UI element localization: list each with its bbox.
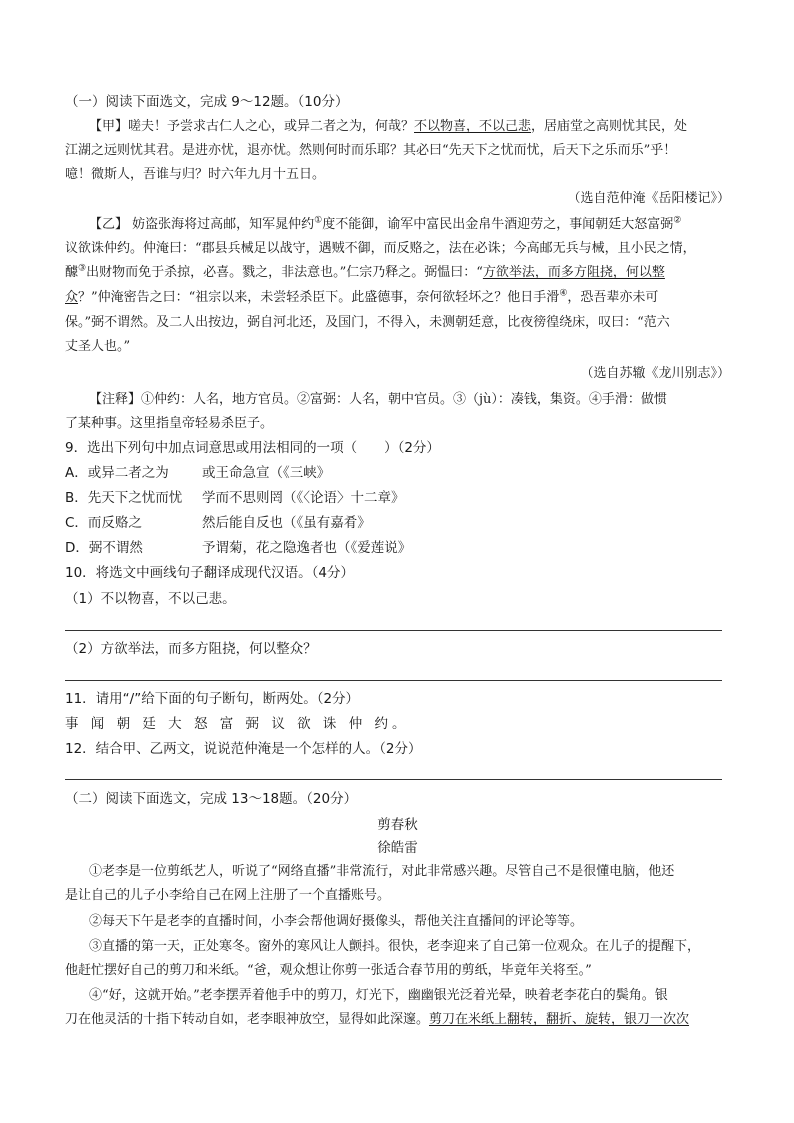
question-12-stem: 12．结合甲、乙两文，说说范仲淹是一个怎样的人。（2分） (65, 741, 422, 757)
question-9-option-c: C．而反赂之 然后能自反也（《虽有嘉肴》 (65, 515, 371, 531)
jia-line-2: 江湖之远则忧其君。是进亦忧，退亦忧。然则何时而乐耶？其必曰“先天下之忧而忧，后天下之乐而乐”乎！ (65, 143, 677, 158)
yi-source: （选自苏辙《龙川别志》） (580, 366, 730, 381)
answer-line-12[interactable] (65, 779, 722, 780)
story-title: 剪春秋 (377, 817, 418, 833)
question-10-sub-2: （2）方欲举法，而多方阻挠，何以整众？ (65, 641, 317, 657)
jia-line-1: 【甲】嗟夫！予尝求古仁人之心，或异二者之为，何哉？不以物喜，不以己悲，居庙堂之高则忧其民，处 (89, 119, 688, 134)
section-2-heading: （二）阅读下面选文，完成 13～18题。（20分） (65, 791, 358, 807)
story-paragraph-1-line-2: 是让自己的儿子小李给自己在网上注册了一个直播账号。 (65, 888, 391, 903)
question-11-sentence: 事 闻 朝 廷 大 怒 富 弼 议 欲 诛 仲 约。 (65, 716, 410, 732)
underlined-sentence-3: 剪刀在米纸上翻转，翻折、旋转，银刀一次次 (429, 1012, 690, 1027)
yi-line-4: 众？”仲淹密告之曰：“祖宗以来，未尝轻杀臣下。此盛德事，奈何欲轻坏之？他日手滑④，恐吾辈亦未可 (65, 288, 659, 305)
question-11-stem: 11．请用“/”给下面的句子断句，断两处。（2分） (65, 691, 360, 707)
section-1-heading: （一）阅读下面选文，完成 9～12题。（10分） (65, 94, 349, 110)
notes-line-1: 【注释】①仲约：人名，地方官员。②富弼：人名，朝中官员。③（jù）：凑钱，集资。④手滑：做惯 (89, 392, 667, 407)
underlined-sentence-1: 不以物喜，不以己悲 (414, 119, 532, 134)
yi-line-2: 议欲诛仲约。仲淹曰：“郡县兵械足以战守，遇贼不御，而反赂之，法在必诛；今高邮无兵与械，且小民之情， (65, 241, 696, 256)
answer-line-10-1[interactable] (65, 630, 722, 631)
jia-line-3: 噫！微斯人，吾谁与归？时六年九月十五日。 (65, 167, 326, 182)
yi-line-5: 保。”弼不谓然。及二人出按边，弼自河北还，及国门，不得入，未测朝廷意，比夜徬徨绕床，叹曰：“范六 (65, 315, 670, 330)
answer-line-10-2[interactable] (65, 680, 722, 681)
story-paragraph-4-line-2: 刀在他灵活的十指下转动自如，老李眼神放空，显得如此深邃。剪刀在米纸上翻转，翻折、旋转，银刀一次次 (65, 1012, 690, 1027)
story-paragraph-3-line-1: ③直播的第一天，正处寒冬。窗外的寒风让人颤抖。很快，老李迎来了自己第一位观众。在儿子的提醒下， (89, 939, 701, 954)
yi-line-3: 醵③出财物而免于杀掠，必喜。戮之，非法意也。”仁宗乃释之。弼愠曰：“方欲举法，而多方阻挠，何以整 (65, 263, 665, 280)
notes-line-2: 了某种事。这里指皇帝轻易杀臣子。 (65, 416, 274, 431)
question-9-option-d: D．弼不谓然 予谓菊，花之隐逸者也（《爱莲说》 (65, 540, 412, 556)
yi-line-1: 【乙】 妨盗张海将过高邮，知军晁仲约①度不能御，谕军中富民出金帛牛酒迎劳之，事闻朝廷大怒富弼② (89, 215, 682, 232)
story-paragraph-1-line-1: ①老李是一位剪纸艺人，听说了“网络直播”非常流行，对此非常感兴趣。尽管自己不是很懂电脑，他还 (89, 864, 675, 879)
question-10-sub-1: （1）不以物喜，不以己悲。 (65, 591, 236, 607)
jia-source: （选自范仲淹《岳阳楼记》） (567, 191, 730, 206)
story-author: 徐皓雷 (377, 840, 418, 856)
story-paragraph-4-line-1: ④“好，这就开始。”老李摆弄着他手中的剪刀，灯光下，幽幽银光泛着光晕，映着老李花白的鬓角。银 (89, 988, 668, 1003)
underlined-sentence-2-end: 众 (65, 290, 79, 305)
question-9-option-b: B．先天下之忧而忧 学而不思则罔（《〈论语〉十二章》 (65, 490, 405, 506)
question-9-option-a: A．或异二者之为 或王命急宣（《三峡》 (65, 465, 331, 481)
question-9-stem: 9．选出下列句中加点词意思或用法相同的一项（ ）（2分） (65, 440, 440, 456)
underlined-sentence-2: 方欲举法，而多方阻挠，何以整 (482, 265, 665, 280)
yi-line-6: 丈圣人也。” (65, 339, 131, 354)
question-10-stem: 10．将选文中画线句子翻译成现代汉语。（4分） (65, 565, 355, 581)
story-paragraph-2: ②每天下午是老李的直播时间，小李会帮他调好摄像头，帮他关注直播间的评论等等。 (89, 914, 584, 929)
story-paragraph-3-line-2: 他赶忙摆好自己的剪刀和米纸。“爸，观众想让你剪一张适合春节用的剪纸，毕竟年关将至。” (65, 963, 592, 978)
